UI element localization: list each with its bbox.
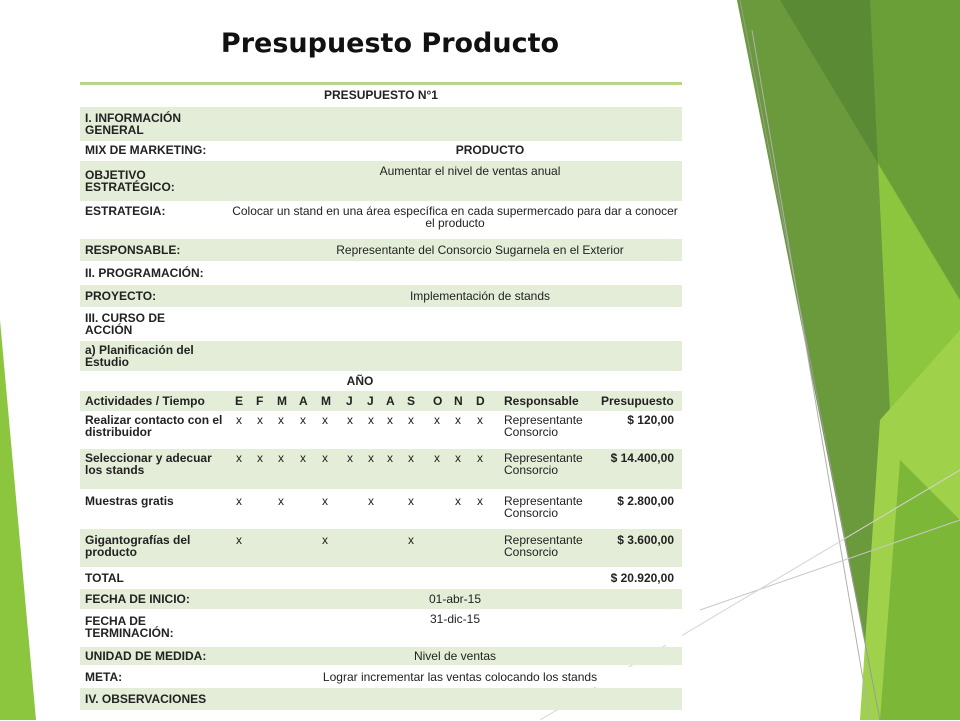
info-row-mix bbox=[80, 141, 682, 159]
budget-number: PRESUPUESTO N°1 bbox=[324, 88, 438, 102]
activity-responsible: Representante Consorcio bbox=[504, 451, 583, 477]
info-row-planning bbox=[80, 341, 682, 371]
month-mark: x bbox=[477, 451, 483, 465]
slide-title: Presupuesto Producto bbox=[220, 28, 560, 59]
row-value: Implementación de stands bbox=[409, 289, 551, 303]
month-mark: x bbox=[322, 533, 328, 547]
month-mark: x bbox=[322, 451, 328, 465]
row-label: UNIDAD DE MEDIDA: bbox=[85, 649, 207, 663]
activity-name: Seleccionar y adecuar los stands bbox=[85, 451, 212, 477]
row-value: PRODUCTO bbox=[455, 143, 525, 157]
month-mark: x bbox=[455, 494, 461, 508]
row-label: FECHA DE INICIO: bbox=[85, 592, 190, 606]
row-label: a) Planificación del Estudio bbox=[85, 343, 194, 369]
month-mark: x bbox=[236, 413, 242, 427]
month-mark: x bbox=[387, 413, 393, 427]
month-mark: x bbox=[257, 413, 263, 427]
row-value: 31-dic-15 bbox=[429, 612, 481, 626]
activity-name: Muestras gratis bbox=[85, 494, 174, 508]
info-row-responsible bbox=[80, 239, 682, 261]
month-mark: x bbox=[347, 451, 353, 465]
month-header: J bbox=[346, 394, 353, 408]
year-row bbox=[80, 372, 682, 390]
month-mark: x bbox=[278, 451, 284, 465]
table-header-row bbox=[80, 85, 682, 105]
row-value: 01-abr-15 bbox=[428, 592, 482, 606]
month-mark: x bbox=[322, 413, 328, 427]
month-header: N bbox=[454, 394, 463, 408]
info-row-objective bbox=[80, 161, 682, 201]
activity-budget: $ 3.600,00 bbox=[617, 533, 674, 547]
month-mark: x bbox=[368, 451, 374, 465]
month-header: S bbox=[407, 394, 416, 408]
total-label: TOTAL bbox=[85, 571, 124, 585]
activity-budget: $ 120,00 bbox=[627, 413, 674, 427]
row-label: PROYECTO: bbox=[85, 289, 157, 303]
month-mark: x bbox=[368, 413, 374, 427]
month-mark: x bbox=[300, 451, 306, 465]
month-mark: x bbox=[408, 451, 414, 465]
footer-row-observations bbox=[80, 688, 682, 710]
month-mark: x bbox=[408, 533, 414, 547]
schedule-header-row bbox=[80, 391, 682, 411]
month-mark: x bbox=[408, 494, 414, 508]
month-mark: x bbox=[236, 451, 242, 465]
row-label: II. PROGRAMACIÓN: bbox=[85, 266, 204, 280]
month-mark: x bbox=[434, 451, 440, 465]
budget-header: Presupuesto bbox=[601, 394, 674, 408]
month-mark: x bbox=[257, 451, 263, 465]
footer-row-start bbox=[80, 589, 682, 609]
responsible-header: Responsable bbox=[504, 394, 579, 408]
info-row-strategy bbox=[80, 201, 682, 239]
info-row-course bbox=[80, 307, 682, 341]
month-header: A bbox=[299, 394, 308, 408]
row-label: III. CURSO DE ACCIÓN bbox=[85, 311, 166, 337]
month-mark: x bbox=[477, 413, 483, 427]
month-header: A bbox=[386, 394, 395, 408]
row-value: Nivel de ventas bbox=[413, 649, 497, 663]
month-mark: x bbox=[278, 413, 284, 427]
activity-row bbox=[80, 489, 682, 529]
total-row bbox=[80, 569, 682, 587]
row-value: Colocar un stand en una área específica en cada supermercado para dar a conocer el producto bbox=[232, 204, 678, 230]
info-row-programming bbox=[80, 263, 682, 283]
budget-table bbox=[80, 82, 682, 721]
footer-row-unit bbox=[80, 647, 682, 665]
month-header: D bbox=[476, 394, 485, 408]
month-header: M bbox=[277, 394, 287, 408]
activity-name: Realizar contacto con el distribuidor bbox=[85, 413, 223, 439]
month-header: J bbox=[367, 394, 374, 408]
footer-row-end bbox=[80, 609, 682, 645]
year-label: AÑO bbox=[346, 374, 374, 388]
activity-budget: $ 2.800,00 bbox=[617, 494, 674, 508]
footer-row-goal bbox=[80, 667, 682, 687]
activities-header: Actividades / Tiempo bbox=[85, 394, 205, 408]
month-mark: x bbox=[477, 494, 483, 508]
month-mark: x bbox=[408, 413, 414, 427]
row-label: IV. OBSERVACIONES bbox=[85, 692, 207, 706]
month-mark: x bbox=[368, 494, 374, 508]
month-header: O bbox=[433, 394, 443, 408]
month-mark: x bbox=[455, 413, 461, 427]
total-value: $ 20.920,00 bbox=[610, 571, 674, 585]
month-mark: x bbox=[455, 451, 461, 465]
row-label: RESPONSABLE: bbox=[85, 243, 181, 257]
activity-budget: $ 14.400,00 bbox=[610, 451, 674, 465]
activity-responsible: Representante Consorcio bbox=[504, 494, 583, 520]
row-label: META: bbox=[85, 670, 123, 684]
month-header: M bbox=[321, 394, 331, 408]
month-mark: x bbox=[434, 413, 440, 427]
row-label: MIX DE MARKETING: bbox=[85, 143, 207, 157]
month-header: F bbox=[256, 394, 264, 408]
month-mark: x bbox=[322, 494, 328, 508]
activity-row bbox=[80, 449, 682, 489]
month-mark: x bbox=[278, 494, 284, 508]
month-mark: x bbox=[347, 413, 353, 427]
month-header: E bbox=[235, 394, 244, 408]
activity-row bbox=[80, 411, 682, 449]
activity-responsible: Representante Consorcio bbox=[504, 533, 583, 559]
row-value: Lograr incrementar las ventas colocando los stands bbox=[322, 670, 598, 684]
row-label: I. INFORMACIÓN GENERAL bbox=[85, 111, 181, 137]
activity-responsible: Representante Consorcio bbox=[504, 413, 583, 439]
month-mark: x bbox=[236, 494, 242, 508]
activity-row bbox=[80, 529, 682, 567]
activity-name: Gigantografías del producto bbox=[85, 533, 191, 559]
info-row-project bbox=[80, 285, 682, 307]
info-row-general bbox=[80, 107, 682, 141]
row-label: ESTRATEGIA: bbox=[85, 204, 166, 218]
month-mark: x bbox=[236, 533, 242, 547]
month-mark: x bbox=[387, 451, 393, 465]
row-label: FECHA DE TERMINACIÓN: bbox=[85, 614, 174, 640]
row-value: Representante del Consorcio Sugarnela en el Exterior bbox=[336, 243, 624, 257]
row-value: Aumentar el nivel de ventas anual bbox=[379, 164, 561, 178]
row-label: OBJETIVO ESTRATÉGICO: bbox=[85, 168, 175, 194]
month-mark: x bbox=[300, 413, 306, 427]
